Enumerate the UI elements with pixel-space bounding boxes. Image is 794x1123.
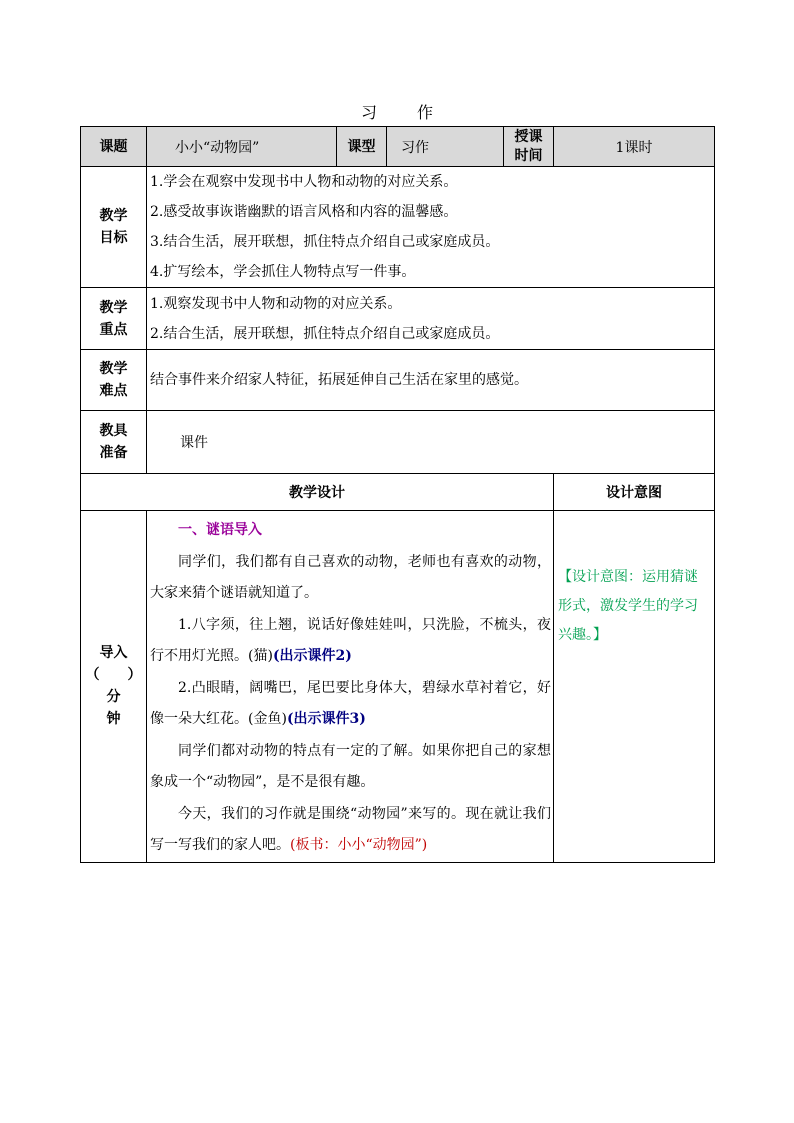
intro-content bbox=[147, 511, 554, 863]
riddle-2-note: (出示课件3) bbox=[286, 711, 366, 727]
difficulty-label bbox=[81, 350, 147, 411]
difficulty-text: 结合事件来介绍家人特征，拓展延伸自己生活在家里的感觉。 bbox=[150, 372, 528, 388]
tools-text: 课件 bbox=[147, 411, 715, 474]
key-content bbox=[147, 288, 715, 350]
time-label-line-1: 授课 bbox=[514, 128, 543, 145]
tools-row bbox=[81, 411, 715, 474]
document-title: 习作 bbox=[360, 103, 473, 122]
riddle-1-text: 1.八字须，往上翘，说话好像娃娃叫，只洗脸，不梳头，夜行不用灯光照。(猫) bbox=[150, 616, 551, 664]
intro-label-line-1: 导入 bbox=[99, 645, 128, 662]
time-label-line-2: 时间 bbox=[514, 147, 543, 164]
intro-label-line-3: 钟 bbox=[106, 711, 121, 728]
difficulty-row bbox=[81, 350, 715, 411]
type-value: 习作 bbox=[387, 127, 504, 167]
time-value: 1课时 bbox=[554, 127, 715, 167]
design-header: 教学设计 bbox=[81, 474, 554, 511]
topic-value: 小小“动物园” bbox=[147, 127, 337, 167]
intro-paragraph-3-text: 今天，我们的习作就是围绕“动物园”来写的。现在就让我们写一写我们的家人吧。 bbox=[150, 805, 551, 853]
key-label-line-2: 重点 bbox=[99, 321, 128, 338]
key-label bbox=[81, 288, 147, 350]
riddle-2 bbox=[150, 673, 551, 736]
goal-item: 3.结合生活，展开联想，抓住特点介绍自己或家庭成员。 bbox=[150, 234, 500, 250]
riddle-1-note: (出示课件2) bbox=[272, 648, 352, 664]
design-header-row bbox=[81, 474, 715, 511]
goals-row bbox=[81, 167, 715, 288]
goals-label-line-1: 教学 bbox=[99, 208, 128, 224]
time-label bbox=[504, 127, 554, 167]
goal-item: 1.学会在观察中发现书中人物和动物的对应关系。 bbox=[150, 174, 458, 190]
intro-label bbox=[81, 511, 147, 863]
key-points-row bbox=[81, 288, 715, 350]
topic-label: 课题 bbox=[81, 127, 147, 167]
intro-paragraph-3 bbox=[150, 799, 551, 862]
tools-label-line-2: 准备 bbox=[99, 445, 128, 461]
intro-paragraph-1: 同学们，我们都有自己喜欢的动物，老师也有喜欢的动物，大家来猜个谜语就知道了。 bbox=[150, 553, 551, 601]
intent-header: 设计意图 bbox=[554, 474, 715, 511]
intro-label-line-2: （ ）分 bbox=[85, 667, 142, 706]
difficulty-label-line-1: 教学 bbox=[99, 361, 128, 377]
tools-label bbox=[81, 411, 147, 474]
key-label-line-1: 教学 bbox=[99, 299, 128, 316]
design-intent: 【设计意图：运用猜谜形式，激发学生的学习兴趣。】 bbox=[554, 511, 715, 863]
blackboard-note: (板书：小小“动物园”) bbox=[290, 837, 428, 853]
riddle-1 bbox=[150, 610, 551, 673]
tools-label-line-1: 教具 bbox=[99, 423, 128, 439]
intro-heading: 一、谜语导入 bbox=[178, 522, 262, 538]
intro-row bbox=[81, 511, 715, 863]
difficulty-label-line-2: 难点 bbox=[99, 383, 128, 399]
goals-content bbox=[147, 167, 715, 288]
type-label: 课型 bbox=[337, 127, 387, 167]
goals-label-line-2: 目标 bbox=[99, 230, 128, 246]
goal-item: 4.扩写绘本，学会抓住人物特点写一件事。 bbox=[150, 264, 416, 280]
key-item: 1.观察发现书中人物和动物的对应关系。 bbox=[150, 295, 402, 312]
difficulty-content bbox=[147, 350, 715, 411]
intro-paragraph-2: 同学们都对动物的特点有一定的了解。如果你把自己的家想象成一个“动物园”，是不是很有趣。 bbox=[150, 742, 551, 790]
riddle-2-text: 2.凸眼睛，阔嘴巴，尾巴要比身体大，碧绿水草衬着它，好像一朵大红花。(金鱼) bbox=[150, 679, 551, 727]
header-row bbox=[81, 127, 715, 167]
lesson-plan-table bbox=[80, 126, 715, 863]
key-item: 2.结合生活，展开联想，抓住特点介绍自己或家庭成员。 bbox=[150, 325, 500, 342]
goal-item: 2.感受故事诙谐幽默的语言风格和内容的温馨感。 bbox=[150, 204, 458, 220]
goals-label bbox=[81, 167, 147, 288]
